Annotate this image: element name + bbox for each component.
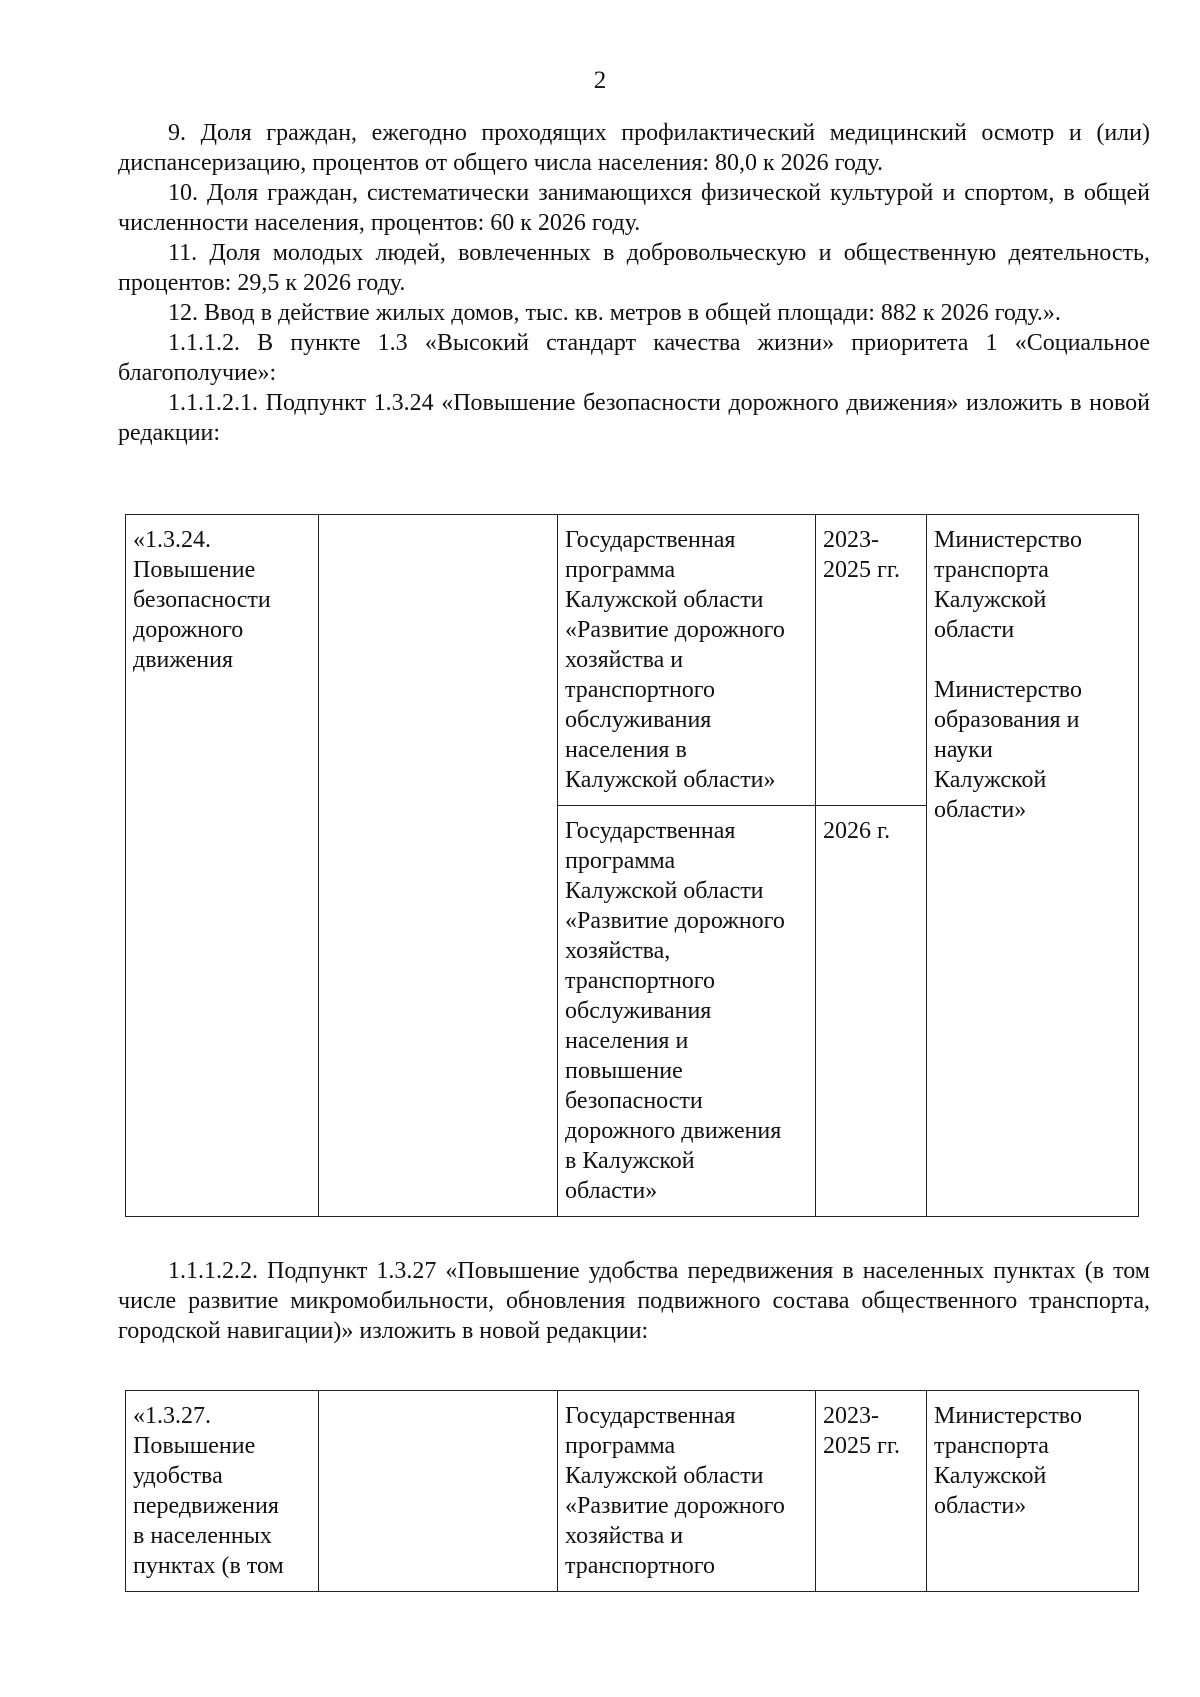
program-line: программа [565, 557, 676, 583]
line-spacer [934, 645, 1130, 675]
item-name-cell [126, 1391, 319, 1592]
empty-cell [319, 515, 558, 1217]
period-cell [816, 806, 927, 1217]
period-cell [816, 1391, 927, 1592]
program-line: Калужской области [565, 1463, 764, 1489]
program-cell [558, 515, 816, 806]
paragraph-item-9: 9. Доля граждан, ежегодно проходящих профилактический медицинский осмотр и (или) диспансеризацию, процентов от общего числа населения: 80,0 к 2026 году. [118, 120, 1150, 176]
item-name-line: безопасности [133, 587, 271, 613]
item-name-line: «1.3.27. [133, 1403, 211, 1429]
program-line: повышение [565, 1058, 683, 1084]
responsible-line: Министерство [934, 677, 1082, 703]
responsible-line: Калужской [934, 1463, 1047, 1489]
document-body-continued [118, 1256, 1150, 1346]
paragraph-1-1-1-2: 1.1.1.2. В пункте 1.3 «Высокий стандарт качества жизни» приоритета 1 «Социальное благополучие»: [118, 330, 1150, 386]
program-line: Государственная [565, 818, 736, 844]
responsible-cell [927, 515, 1139, 1217]
responsible-line: Калужской [934, 767, 1047, 793]
responsible-line: Калужской [934, 587, 1047, 613]
table-subitem-1-3-27 [125, 1390, 1139, 1592]
program-line: обслуживания [565, 707, 712, 733]
program-line: хозяйства, [565, 938, 671, 964]
program-line: «Развитие дорожного [565, 908, 785, 934]
paragraph-1-1-1-2-2: 1.1.1.2.2. Подпункт 1.3.27 «Повышение удобства передвижения в населенных пунктах (в том числе развитие микромобильности, обновления подвижного состава общественного транспорта, городской навигации)» изложить в новой редакции: [118, 1258, 1150, 1344]
program-line: обслуживания [565, 998, 712, 1024]
responsible-line: Министерство [934, 1403, 1082, 1429]
item-name-line: пунктах (в том [133, 1553, 284, 1579]
program-line: в Калужской [565, 1148, 695, 1174]
program-line: транспортного [565, 1553, 716, 1579]
responsible-line: образования и [934, 707, 1080, 733]
program-line: Государственная [565, 1403, 736, 1429]
item-name-line: Повышение [133, 557, 256, 583]
item-name-line: движения [133, 647, 234, 673]
table-row [126, 515, 1139, 806]
table-subitem-1-3-24 [125, 514, 1139, 1217]
responsible-line: транспорта [934, 557, 1049, 583]
item-name-line: удобства [133, 1463, 223, 1489]
responsible-line: науки [934, 737, 993, 763]
program-line: дорожного движения [565, 1118, 782, 1144]
program-line: Калужской области [565, 878, 764, 904]
period-line: 2026 г. [823, 818, 891, 844]
document-body [118, 118, 1150, 448]
responsible-line: области [934, 617, 1015, 643]
period-line: 2023- [823, 1403, 879, 1429]
program-line: безопасности [565, 1088, 703, 1114]
page-number: 2 [593, 67, 607, 94]
responsible-line: области» [934, 1493, 1027, 1519]
item-name-line: в населенных [133, 1523, 272, 1549]
item-name-line: Повышение [133, 1433, 256, 1459]
program-line: «Развитие дорожного [565, 1493, 785, 1519]
item-name-line: дорожного [133, 617, 244, 643]
program-line: хозяйства и [565, 1523, 684, 1549]
period-line: 2025 гг. [823, 1433, 900, 1459]
period-line: 2023- [823, 527, 879, 553]
program-line: области» [565, 1178, 658, 1204]
empty-cell [319, 1391, 558, 1592]
program-line: Государственная [565, 527, 736, 553]
program-line: Калужской области [565, 587, 764, 613]
period-cell [816, 515, 927, 806]
item-name-cell [126, 515, 319, 1217]
table-row [126, 1391, 1139, 1592]
item-name-line: передвижения [133, 1493, 279, 1519]
program-line: населения в [565, 737, 687, 763]
program-line: «Развитие дорожного [565, 617, 785, 643]
program-line: программа [565, 1433, 676, 1459]
period-line: 2025 гг. [823, 557, 900, 583]
program-line: транспортного [565, 968, 716, 994]
program-line: хозяйства и [565, 647, 684, 673]
program-cell [558, 806, 816, 1217]
responsible-line: Министерство [934, 527, 1082, 553]
paragraph-item-10: 10. Доля граждан, систематически занимающихся физической культурой и спортом, в общей численности населения, процентов: 60 к 2026 году. [118, 180, 1150, 236]
paragraph-item-11: 11. Доля молодых людей, вовлеченных в добровольческую и общественную деятельность, процентов: 29,5 к 2026 году. [118, 240, 1150, 296]
paragraph-item-12: 12. Ввод в действие жилых домов, тыс. кв. метров в общей площади: 882 к 2026 году.». [168, 300, 1061, 326]
program-line: населения и [565, 1028, 689, 1054]
responsible-cell [927, 1391, 1139, 1592]
responsible-line: области» [934, 797, 1027, 823]
program-cell [558, 1391, 816, 1592]
program-line: Калужской области» [565, 767, 776, 793]
program-line: транспортного [565, 677, 716, 703]
paragraph-1-1-1-2-1: 1.1.1.2.1. Подпункт 1.3.24 «Повышение безопасности дорожного движения» изложить в новой редакции: [118, 390, 1150, 446]
program-line: программа [565, 848, 676, 874]
item-name-line: «1.3.24. [133, 527, 211, 553]
responsible-line: транспорта [934, 1433, 1049, 1459]
